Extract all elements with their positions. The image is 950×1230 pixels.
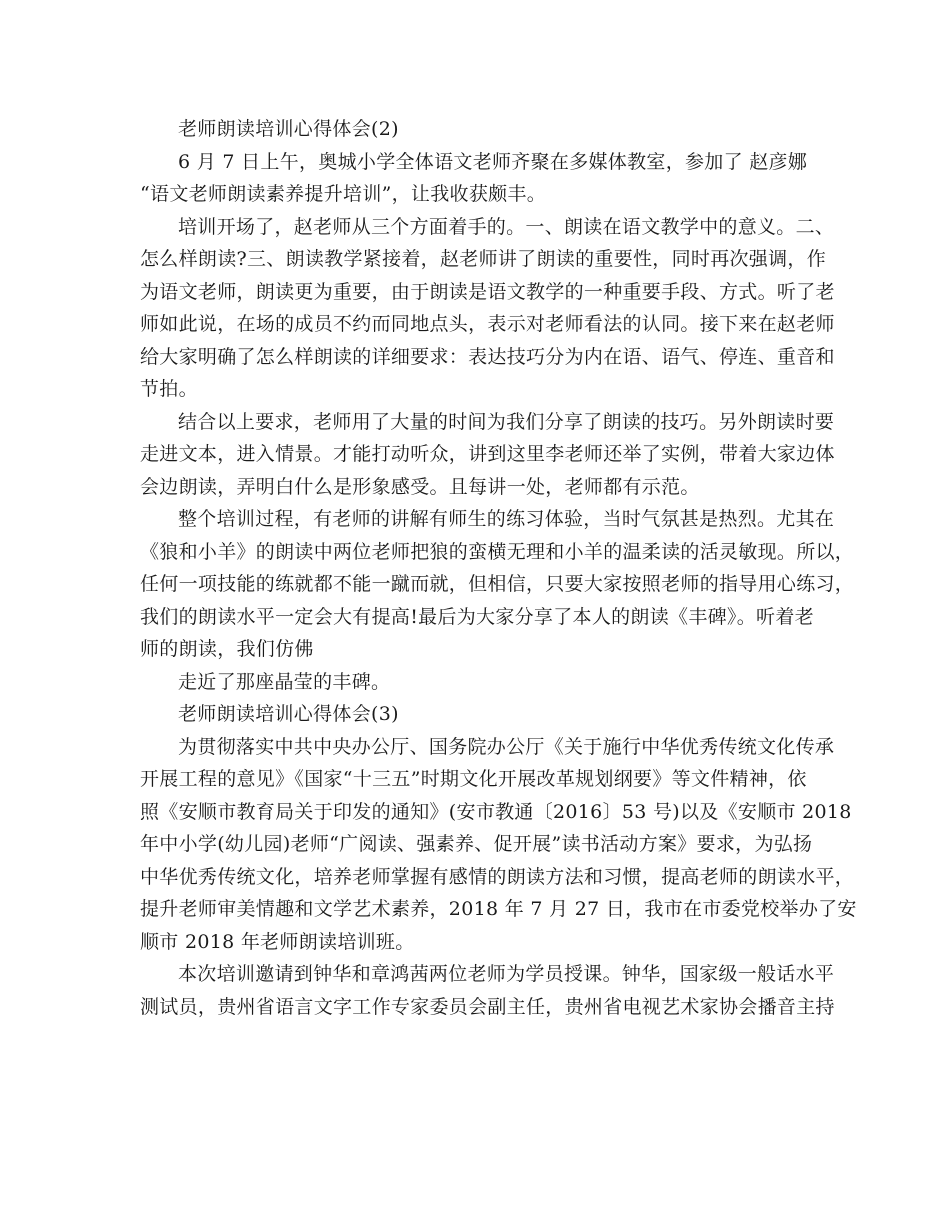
text-line: 本次培训邀请到钟华和章鸿茜两位老师为学员授课。钟华，国家级一般话水平 <box>178 963 835 985</box>
section-title-3: 老师朗读培训心得体会(3) <box>178 703 399 725</box>
text-line: 走近了那座晶莹的丰碑。 <box>178 670 391 693</box>
section-title-2: 老师朗读培训心得体会(2) <box>178 118 399 140</box>
text-line: 提升老师审美情趣和文学艺术素养，2018 年 7 月 27 日，我市在市委党校举办了安 <box>140 898 857 920</box>
text-line: 任何一项技能的练就都不能一蹴而就，但相信，只要大家按照老师的指导用心练习， <box>140 573 855 595</box>
text-line: 整个培训过程，有老师的讲解有师生的练习体验，当时气氛甚是热烈。尤其在 <box>178 508 835 530</box>
text-line: 中华优秀传统文化，培养老师掌握有感情的朗读方法和习惯，提高老师的朗读水平， <box>140 865 855 888</box>
text-line: 结合以上要求，老师用了大量的时间为我们分享了朗读的技巧。另外朗读时要 <box>178 410 835 433</box>
text-line: 年中小学(幼儿园)老师“广阅读、强素养、促开展”读书活动方案》要求，为弘扬 <box>140 833 813 855</box>
text-line: 6 月 7 日上午，奥城小学全体语文老师齐聚在多媒体教室，参加了 赵彦娜 <box>178 150 808 173</box>
text-line: 我们的朗读水平一定会大有提高!最后为大家分享了本人的朗读《丰碑》。听着老 <box>140 605 814 628</box>
text-line: 给大家明确了怎么样朗读的详细要求：表达技巧分为内在语、语气、停连、重音和 <box>140 345 835 368</box>
text-line: “语文老师朗读素养提升培训”，让我收获颇丰。 <box>140 183 547 205</box>
text-line: 为贯彻落实中共中央办公厅、国务院办公厅《关于施行中华优秀传统文化传承 <box>178 735 835 758</box>
text-line: 开展工程的意见》《国家“十三五”时期文化开展改革规划纲要》等文件精神，依 <box>140 768 807 790</box>
text-line: 师如此说，在场的成员不约而同地点头，表示对老师看法的认同。接下来在赵老师 <box>140 313 835 335</box>
text-line: 顺市 2018 年老师朗读培训班。 <box>140 930 415 953</box>
document-body <box>140 113 857 1023</box>
text-line: 怎么样朗读?三、朗读教学紧接着，赵老师讲了朗读的重要性，同时再次强调，作 <box>140 248 826 270</box>
text-line: 师的朗读，我们仿佛 <box>140 638 314 660</box>
text-line: 《狼和小羊》的朗读中两位老师把狼的蛮横无理和小羊的温柔读的活灵敏现。所以， <box>140 540 855 563</box>
text-line: 会边朗读，弄明白什么是形象感受。且每讲一处，老师都有示范。 <box>140 475 700 498</box>
text-line: 培训开场了，赵老师从三个方面着手的。一、朗读在语文教学中的意义。二、 <box>178 215 835 238</box>
text-line: 节拍。 <box>140 378 198 400</box>
text-line: 为语文老师，朗读更为重要，由于朗读是语文教学的一种重要手段、方式。听了老 <box>140 280 835 303</box>
text-line: 测试员，贵州省语言文字工作专家委员会副主任，贵州省电视艺术家协会播音主持 <box>140 995 835 1018</box>
text-line: 走进文本，进入情景。才能打动听众，讲到这里李老师还举了实例，带着大家边体 <box>140 443 835 465</box>
text-line: 照《安顺市教育局关于印发的通知》(安市教通〔2016〕53 号)以及《安顺市 2018 <box>140 800 852 823</box>
